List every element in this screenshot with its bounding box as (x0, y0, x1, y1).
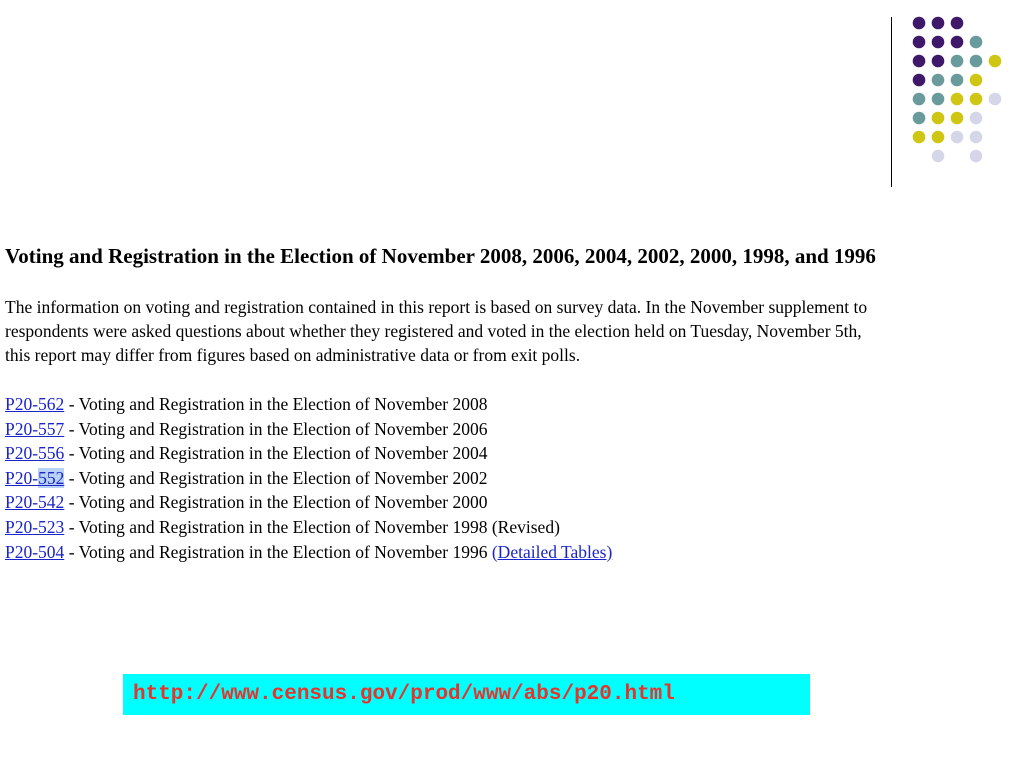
detailed-tables-link[interactable]: (Detailed Tables) (491, 541, 613, 562)
decorative-dot (913, 93, 926, 106)
decorative-dot (932, 36, 945, 49)
decorative-dot (951, 17, 964, 30)
report-link-p20-556[interactable]: P20-556 (5, 443, 65, 464)
decorative-dot (932, 17, 945, 30)
report-link-p20-523[interactable]: P20-523 (5, 516, 65, 537)
decorative-dot (932, 112, 945, 125)
decorative-dot (913, 112, 926, 125)
report-link-p20-552[interactable] (5, 468, 64, 488)
decorative-dot (932, 131, 945, 144)
decorative-dot (913, 131, 926, 144)
intro-line: The information on voting and registration contained in this report is based on survey data. In the November supplement to (5, 297, 868, 317)
decorative-dot (970, 55, 983, 68)
decorative-dot (913, 17, 926, 30)
page-title: Voting and Registration in the Election of November 2008, 2006, 2004, 2002, 2000, 1998, and 1996 (5, 244, 876, 268)
list-item (5, 441, 612, 466)
decorative-dot (970, 93, 983, 106)
decorative-dot (932, 93, 945, 106)
decorative-dot (951, 55, 964, 68)
decorative-dot (970, 150, 983, 163)
decorative-dot-grid (0, 0, 1024, 200)
decorative-dot (970, 36, 983, 49)
decorative-dot (932, 150, 945, 163)
decorative-dot (951, 131, 964, 144)
decorative-dot (913, 36, 926, 49)
report-link-p20-504[interactable]: P20-504 (5, 541, 65, 562)
report-id-prefix: P20- (5, 467, 39, 488)
url-banner (123, 674, 810, 715)
decorative-dot (951, 36, 964, 49)
selected-text-highlight: 552 (38, 467, 65, 488)
list-item (5, 540, 612, 565)
intro-line: respondents were asked questions about whether they registered and voted in the election held on Tuesday, November 5th, (5, 321, 862, 341)
report-description: - Voting and Registration in the Election of November 2002 (64, 467, 488, 488)
decorative-dot (989, 93, 1002, 106)
vertical-divider (891, 17, 892, 187)
source-url[interactable]: http://www.census.gov/prod/www/abs/p20.html (133, 683, 675, 706)
decorative-dot (951, 93, 964, 106)
webpage-screenshot (0, 236, 1024, 576)
decorative-dot (970, 131, 983, 144)
decorative-dot (989, 55, 1002, 68)
decorative-dot (951, 112, 964, 125)
list-item (5, 392, 612, 417)
report-description: - Voting and Registration in the Election of November 2008 (64, 394, 488, 414)
decorative-dot (932, 74, 945, 87)
intro-line: this report may differ from figures based on administrative data or from exit polls. (5, 345, 581, 365)
report-description: - Voting and Registration in the Election of November 2000 (64, 492, 488, 513)
report-list (5, 392, 612, 564)
decorative-dot (932, 55, 945, 68)
decorative-dot (913, 55, 926, 68)
report-description: - Voting and Registration in the Election of November 2006 (64, 418, 488, 439)
decorative-dot (913, 74, 926, 87)
list-item (5, 515, 612, 540)
report-link-p20-562[interactable]: P20-562 (5, 394, 65, 414)
report-link-p20-542[interactable]: P20-542 (5, 492, 65, 513)
intro-paragraph (5, 295, 1024, 367)
decorative-dot (970, 74, 983, 87)
list-item (5, 490, 612, 515)
report-description: - Voting and Registration in the Election of November 2004 (64, 443, 488, 464)
decorative-dot (970, 112, 983, 125)
report-link-p20-557[interactable]: P20-557 (5, 418, 65, 439)
list-item (5, 466, 612, 491)
report-description: - Voting and Registration in the Election of November 1998 (Revised) (64, 516, 560, 537)
report-description: - Voting and Registration in the Election of November 1996 (64, 541, 492, 562)
decorative-dot (951, 74, 964, 87)
list-item (5, 417, 612, 442)
